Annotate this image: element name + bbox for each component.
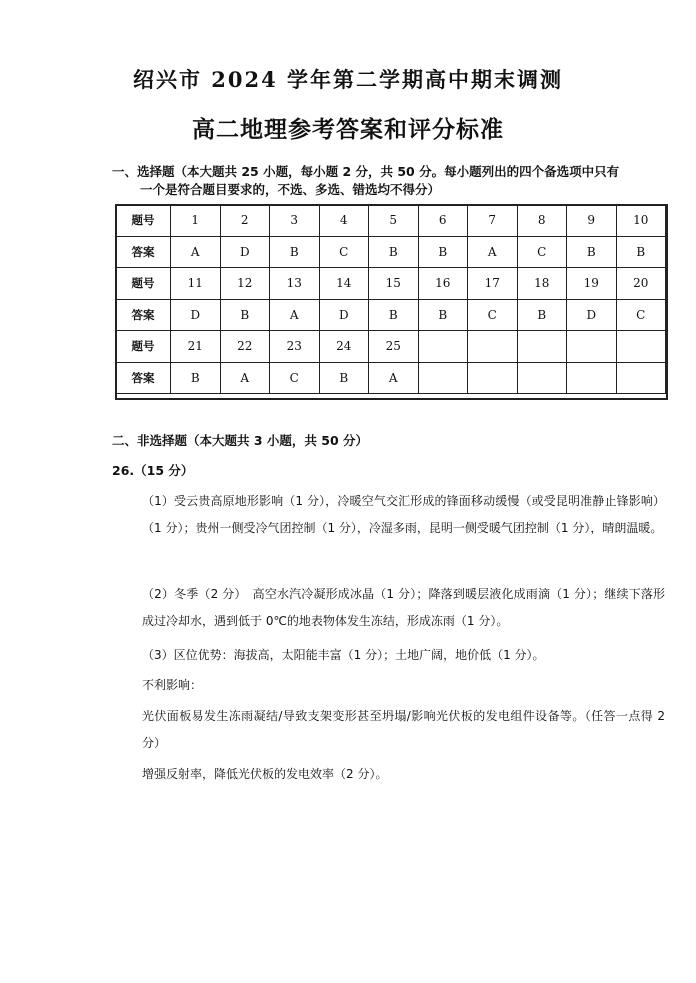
answer-cell: B xyxy=(369,236,419,268)
q26-unfavorable-label xyxy=(112,672,665,699)
document-subtitle: 高二地理参考答案和评分标准 xyxy=(192,116,504,143)
row-label-question: 题号 xyxy=(116,331,171,363)
question-number-cell: 15 xyxy=(369,268,419,300)
table-row-answers xyxy=(116,236,666,268)
answer-cell: B xyxy=(171,362,221,394)
answer-cell xyxy=(517,362,567,394)
question-number-cell xyxy=(567,331,617,363)
section2-heading: 二、非选择题（本大题共 3 小题，共 50 分） xyxy=(112,433,369,448)
q26-part1 xyxy=(112,488,665,542)
question-number-cell: 5 xyxy=(369,205,419,237)
question-number-cell xyxy=(468,331,518,363)
table-row-numbers xyxy=(116,331,666,363)
question-number-cell: 13 xyxy=(270,268,320,300)
answer-cell: D xyxy=(171,299,221,331)
q26-reflect-text-body: 增强反射率，降低光伏板的发电效率（2 分）。 xyxy=(142,767,388,781)
row-label-answer: 答案 xyxy=(116,299,171,331)
q26-part2-text: （2）冬季（2 分） 高空水汽冷凝形成冰晶（1 分）；降落到暖层液化成雨滴（1 分）；继续下落形成过冷却水，遇到低于 0℃的地表物体发生冻结，形成冻雨（1 分）。 xyxy=(142,587,665,628)
answer-cell: B xyxy=(270,236,320,268)
answer-cell xyxy=(567,362,617,394)
question-number-cell: 11 xyxy=(171,268,221,300)
answer-cell xyxy=(616,362,666,394)
document-title: 绍兴市 2024 学年第二学期高中期末调测 xyxy=(132,67,564,92)
question-number-cell: 14 xyxy=(319,268,369,300)
question-number-cell: 21 xyxy=(171,331,221,363)
question-26-heading: 26.（15 分） xyxy=(112,463,194,478)
row-label-question: 题号 xyxy=(116,205,171,237)
answer-cell: D xyxy=(220,236,270,268)
answer-cell: B xyxy=(369,299,419,331)
q26-part1-text: （1）受云贵高原地形影响（1 分），冷暖空气交汇形成的锋面移动缓慢（或受昆明准静止锋影响）（1 分）；贵州一侧受冷气团控制（1 分），冷湿多雨，昆明一侧受暖气团控制（1 分），晴朗温暖。 xyxy=(142,494,665,535)
question-number-cell: 22 xyxy=(220,331,270,363)
answer-cell: B xyxy=(319,362,369,394)
row-label-answer: 答案 xyxy=(116,362,171,394)
answer-cell: C xyxy=(270,362,320,394)
answer-cell: A xyxy=(171,236,221,268)
question-number-cell: 3 xyxy=(270,205,320,237)
answer-cell: A xyxy=(369,362,419,394)
q26-unfavorable-label-text: 不利影响： xyxy=(142,678,203,692)
answer-cell: B xyxy=(220,299,270,331)
question-number-cell: 1 xyxy=(171,205,221,237)
question-number-cell: 2 xyxy=(220,205,270,237)
answer-cell: A xyxy=(220,362,270,394)
answer-cell xyxy=(468,362,518,394)
q26-part2 xyxy=(112,581,665,635)
answer-cell: A xyxy=(270,299,320,331)
question-number-cell: 20 xyxy=(616,268,666,300)
answer-cell: D xyxy=(567,299,617,331)
question-number-cell: 8 xyxy=(517,205,567,237)
question-number-cell: 12 xyxy=(220,268,270,300)
answer-table xyxy=(115,204,666,394)
question-number-cell: 18 xyxy=(517,268,567,300)
question-number-cell: 23 xyxy=(270,331,320,363)
q26-part3 xyxy=(112,642,665,669)
question-number-cell: 16 xyxy=(418,268,468,300)
question-number-cell: 9 xyxy=(567,205,617,237)
question-number-cell: 7 xyxy=(468,205,518,237)
answer-cell: C xyxy=(468,299,518,331)
question-number-cell: 24 xyxy=(319,331,369,363)
question-number-cell: 4 xyxy=(319,205,369,237)
table-row-numbers xyxy=(116,205,666,237)
answer-cell: B xyxy=(567,236,617,268)
question-number-cell xyxy=(517,331,567,363)
answer-cell: B xyxy=(517,299,567,331)
q26-part3-text: （3）区位优势：海拔高，太阳能丰富（1 分）；土地广阔，地价低（1 分）。 xyxy=(142,648,545,662)
question-number-cell: 25 xyxy=(369,331,419,363)
table-row-numbers xyxy=(116,268,666,300)
question-number-cell: 6 xyxy=(418,205,468,237)
question-number-cell xyxy=(418,331,468,363)
answer-cell: C xyxy=(616,299,666,331)
section1-heading-line2: 一个是符合题目要求的，不选、多选、错选均不得分） xyxy=(140,182,441,197)
q26-unfavorable-text-body: 光伏面板易发生冻雨凝结/导致支架变形甚至坍塌/影响光伏板的发电组件设备等。（任答一点得 2 分） xyxy=(142,709,665,750)
question-number-cell: 17 xyxy=(468,268,518,300)
row-label-question: 题号 xyxy=(116,268,171,300)
question-number-cell xyxy=(616,331,666,363)
q26-reflect-text xyxy=(112,761,665,788)
answer-cell: B xyxy=(616,236,666,268)
answer-cell: B xyxy=(418,236,468,268)
answer-cell: A xyxy=(468,236,518,268)
table-row-answers xyxy=(116,299,666,331)
question-number-cell: 19 xyxy=(567,268,617,300)
q26-unfavorable-text xyxy=(112,703,665,757)
answer-cell xyxy=(418,362,468,394)
answer-cell: D xyxy=(319,299,369,331)
section1-heading-line1: 一、选择题（本大题共 25 小题，每小题 2 分，共 50 分。每小题列出的四个备选项中只有 xyxy=(112,164,620,179)
answer-cell: B xyxy=(418,299,468,331)
answer-cell: C xyxy=(319,236,369,268)
question-number-cell: 10 xyxy=(616,205,666,237)
row-label-answer: 答案 xyxy=(116,236,171,268)
table-row-answers xyxy=(116,362,666,394)
answer-cell: C xyxy=(517,236,567,268)
section1-heading xyxy=(112,163,672,199)
